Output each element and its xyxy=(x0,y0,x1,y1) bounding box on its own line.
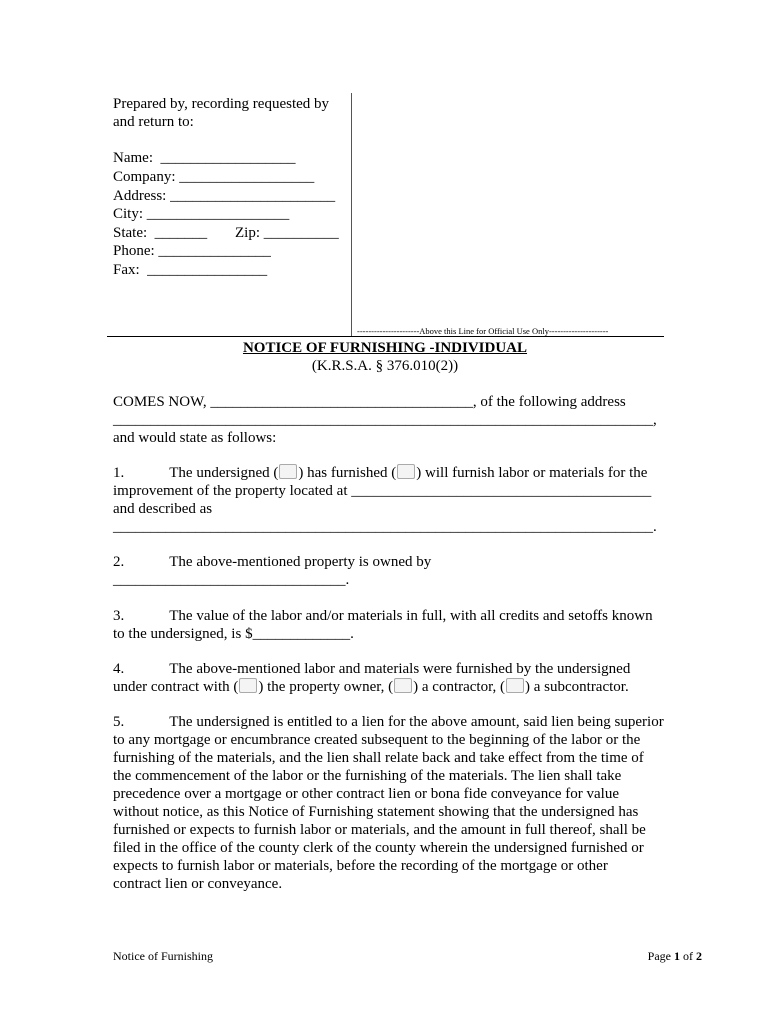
p5-line: to any mortgage or encumbrance created subsequent to the beginning of the labor or the xyxy=(113,732,641,748)
p4-text-c: ) a contractor, ( xyxy=(413,679,505,695)
header-divider-vertical xyxy=(351,93,352,336)
return-to-label: and return to: xyxy=(113,114,194,130)
header-divider-horizontal xyxy=(107,336,664,337)
paragraph-4-line-1 xyxy=(113,660,630,678)
page-number xyxy=(648,949,702,963)
document-title xyxy=(0,339,770,357)
statute-reference: (K.R.S.A. § 376.010(2)) xyxy=(311,358,459,374)
p5-line: filed in the office of the county clerk of the county wherein the undersigned furnished or xyxy=(113,840,644,856)
page-of: of xyxy=(680,949,696,963)
p5-line: furnishing of the materials, and the lien shall relate back and take effect from the time of xyxy=(113,750,644,766)
zip-field[interactable]: Zip: __________ xyxy=(235,225,339,241)
p4-number: 4. xyxy=(113,661,125,677)
state-field[interactable]: State: _______ xyxy=(113,225,208,241)
name-field[interactable]: Name: __________________ xyxy=(113,150,296,166)
will-furnish-checkbox[interactable] xyxy=(397,464,415,479)
value-amount-line[interactable]: to the undersigned, is $_____________. xyxy=(113,626,354,642)
company-field[interactable]: Company: __________________ xyxy=(113,169,315,185)
p4-text: The above-mentioned labor and materials were furnished by the undersigned xyxy=(169,661,631,677)
address-blank-line[interactable]: ________________________________________________________________________, xyxy=(113,412,657,428)
p4-text-d: ) a subcontractor. xyxy=(525,679,629,695)
p1-text-a: The undersigned ( xyxy=(169,465,279,481)
official-use-label: ----------------------Above this Line for Official Use Only--------------------- xyxy=(357,326,609,336)
phone-field[interactable]: Phone: _______________ xyxy=(113,243,271,259)
property-owner-checkbox[interactable] xyxy=(239,678,257,693)
p1-text-b: ) has furnished ( xyxy=(298,465,397,481)
p1-number: 1. xyxy=(113,465,125,481)
comes-now-line[interactable]: COMES NOW, ___________________________________, of the following address xyxy=(113,394,626,410)
description-blank-line[interactable]: ________________________________________________________________________. xyxy=(113,519,657,535)
title-text: NOTICE OF FURNISHING -INDIVIDUAL xyxy=(242,340,528,356)
p5-line: expects to furnish labor or materials, before the recording of the mortgage or other xyxy=(113,858,608,874)
paragraph-1-line-1 xyxy=(113,464,647,482)
p5-number: 5. xyxy=(113,714,125,730)
described-as-text: and described as xyxy=(113,501,213,517)
paragraph-5-line-1 xyxy=(113,713,664,731)
page-current: 1 xyxy=(674,949,680,963)
subcontractor-checkbox[interactable] xyxy=(506,678,524,693)
page-prefix: Page xyxy=(647,949,674,963)
p4-text-b: ) the property owner, ( xyxy=(258,679,394,695)
city-field[interactable]: City: ___________________ xyxy=(113,206,290,222)
p5-line: precedence over a mortgage or other contract lien or bona fide conveyance for value xyxy=(113,786,619,802)
fax-field[interactable]: Fax: ________________ xyxy=(113,262,268,278)
address-field[interactable]: Address: ______________________ xyxy=(113,188,336,204)
p3-text: The value of the labor and/or materials in full, with all credits and setoffs known xyxy=(169,608,653,624)
p3-number: 3. xyxy=(113,608,125,624)
p2-number: 2. xyxy=(113,554,125,570)
property-location-line[interactable]: improvement of the property located at ________________________________________ xyxy=(113,483,652,499)
has-furnished-checkbox[interactable] xyxy=(279,464,297,479)
owner-blank-line[interactable]: _______________________________. xyxy=(113,572,350,588)
page-total: 2 xyxy=(696,949,702,963)
p5-line: without notice, as this Notice of Furnishing statement showing that the undersigned has xyxy=(113,804,639,820)
p4-text-a: under contract with ( xyxy=(113,679,239,695)
paragraph-2-line-1 xyxy=(113,553,431,571)
contractor-checkbox[interactable] xyxy=(394,678,412,693)
p5-line: contract lien or conveyance. xyxy=(113,876,283,892)
state-follows-text: and would state as follows: xyxy=(113,430,277,446)
p5-line: furnished or expects to furnish labor or materials, and the amount in full thereof, shall be xyxy=(113,822,646,838)
paragraph-4-line-2 xyxy=(113,678,629,696)
prepared-by-label: Prepared by, recording requested by xyxy=(113,96,330,112)
p5-line: The undersigned is entitled to a lien for the above amount, said lien being superior xyxy=(169,714,664,730)
p1-text-c: ) will furnish labor or materials for the xyxy=(416,465,648,481)
footer-title: Notice of Furnishing xyxy=(113,949,213,963)
p5-line: the commencement of the labor or the furnishing of the materials. The lien shall take xyxy=(113,768,622,784)
p2-text: The above-mentioned property is owned by xyxy=(169,554,432,570)
paragraph-3-line-1 xyxy=(113,607,653,625)
